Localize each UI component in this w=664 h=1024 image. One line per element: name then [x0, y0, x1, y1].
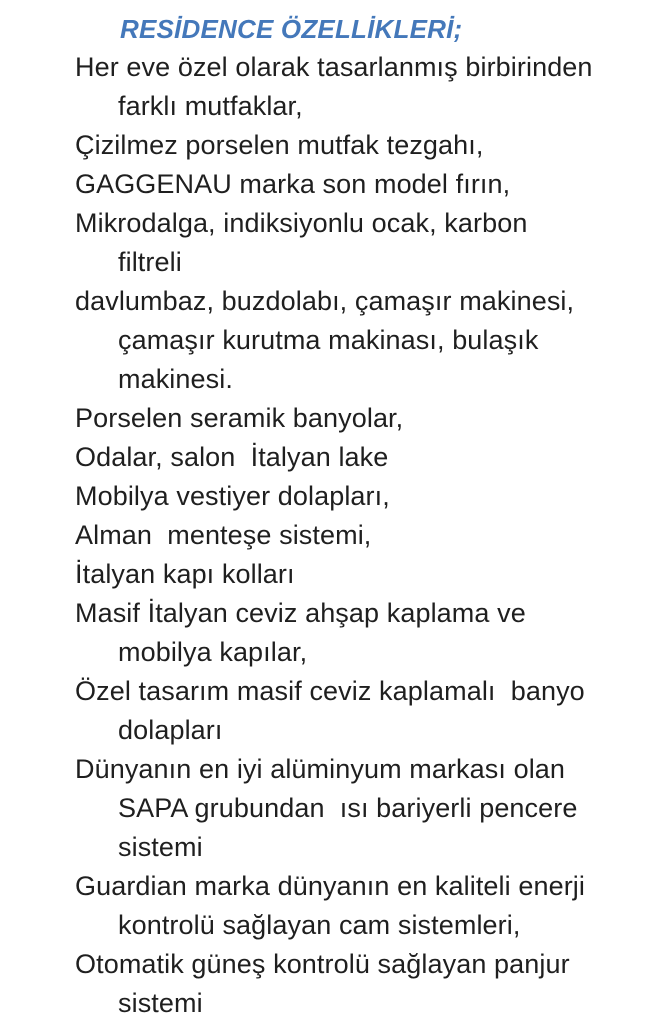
feature-line: Her eve özel olarak tasarlanmış birbirinden — [75, 52, 593, 82]
feature-item — [0, 867, 664, 945]
feature-line: İtalyan kapı kolları — [75, 559, 295, 589]
feature-line: Özel tasarım masif ceviz kaplamalı banyo — [75, 676, 585, 706]
feature-item — [0, 48, 664, 126]
feature-line: farklı mutfaklar, — [118, 91, 303, 121]
feature-item — [0, 945, 664, 1023]
feature-item — [0, 204, 664, 282]
feature-item — [0, 477, 664, 516]
feature-item — [0, 399, 664, 438]
feature-item — [0, 165, 664, 204]
feature-line: makinesi. — [118, 364, 233, 394]
feature-item — [0, 126, 664, 165]
feature-item — [0, 516, 664, 555]
feature-line: SAPA grubundan ısı bariyerli pencere — [118, 793, 578, 823]
feature-line: Çizilmez porselen mutfak tezgahı, — [75, 130, 484, 160]
feature-line: sistemi — [118, 832, 203, 862]
feature-line: Masif İtalyan ceviz ahşap kaplama ve — [75, 598, 526, 628]
feature-list — [0, 48, 664, 1023]
feature-line: Alman menteşe sistemi, — [75, 520, 372, 550]
feature-line: Guardian marka dünyanın en kaliteli enerji — [75, 871, 585, 901]
feature-line: Dünyanın en iyi alüminyum markası olan — [75, 754, 566, 784]
feature-line: GAGGENAU marka son model fırın, — [75, 169, 511, 199]
feature-line: Otomatik güneş kontrolü sağlayan panjur — [75, 949, 570, 979]
feature-item — [0, 555, 664, 594]
feature-line: davlumbaz, buzdolabı, çamaşır makinesi, — [75, 286, 575, 316]
feature-line: filtreli — [118, 247, 182, 277]
feature-item — [0, 672, 664, 750]
feature-line: mobilya kapılar, — [118, 637, 308, 667]
feature-item — [0, 750, 664, 867]
feature-line: Mobilya vestiyer dolapları, — [75, 481, 390, 511]
feature-line: çamaşır kurutma makinası, bulaşık — [118, 325, 539, 355]
feature-line: sistemi — [118, 988, 203, 1018]
feature-item — [0, 594, 664, 672]
feature-line: kontrolü sağlayan cam sistemleri, — [118, 910, 521, 940]
feature-line: dolapları — [118, 715, 223, 745]
document-title: RESİDENCE ÖZELLİKLERİ; — [120, 14, 463, 44]
feature-line: Odalar, salon İtalyan lake — [75, 442, 389, 472]
feature-line: Mikrodalga, indiksiyonlu ocak, karbon — [75, 208, 528, 238]
feature-line: Porselen seramik banyolar, — [75, 403, 404, 433]
feature-item — [0, 282, 664, 399]
feature-item — [0, 438, 664, 477]
